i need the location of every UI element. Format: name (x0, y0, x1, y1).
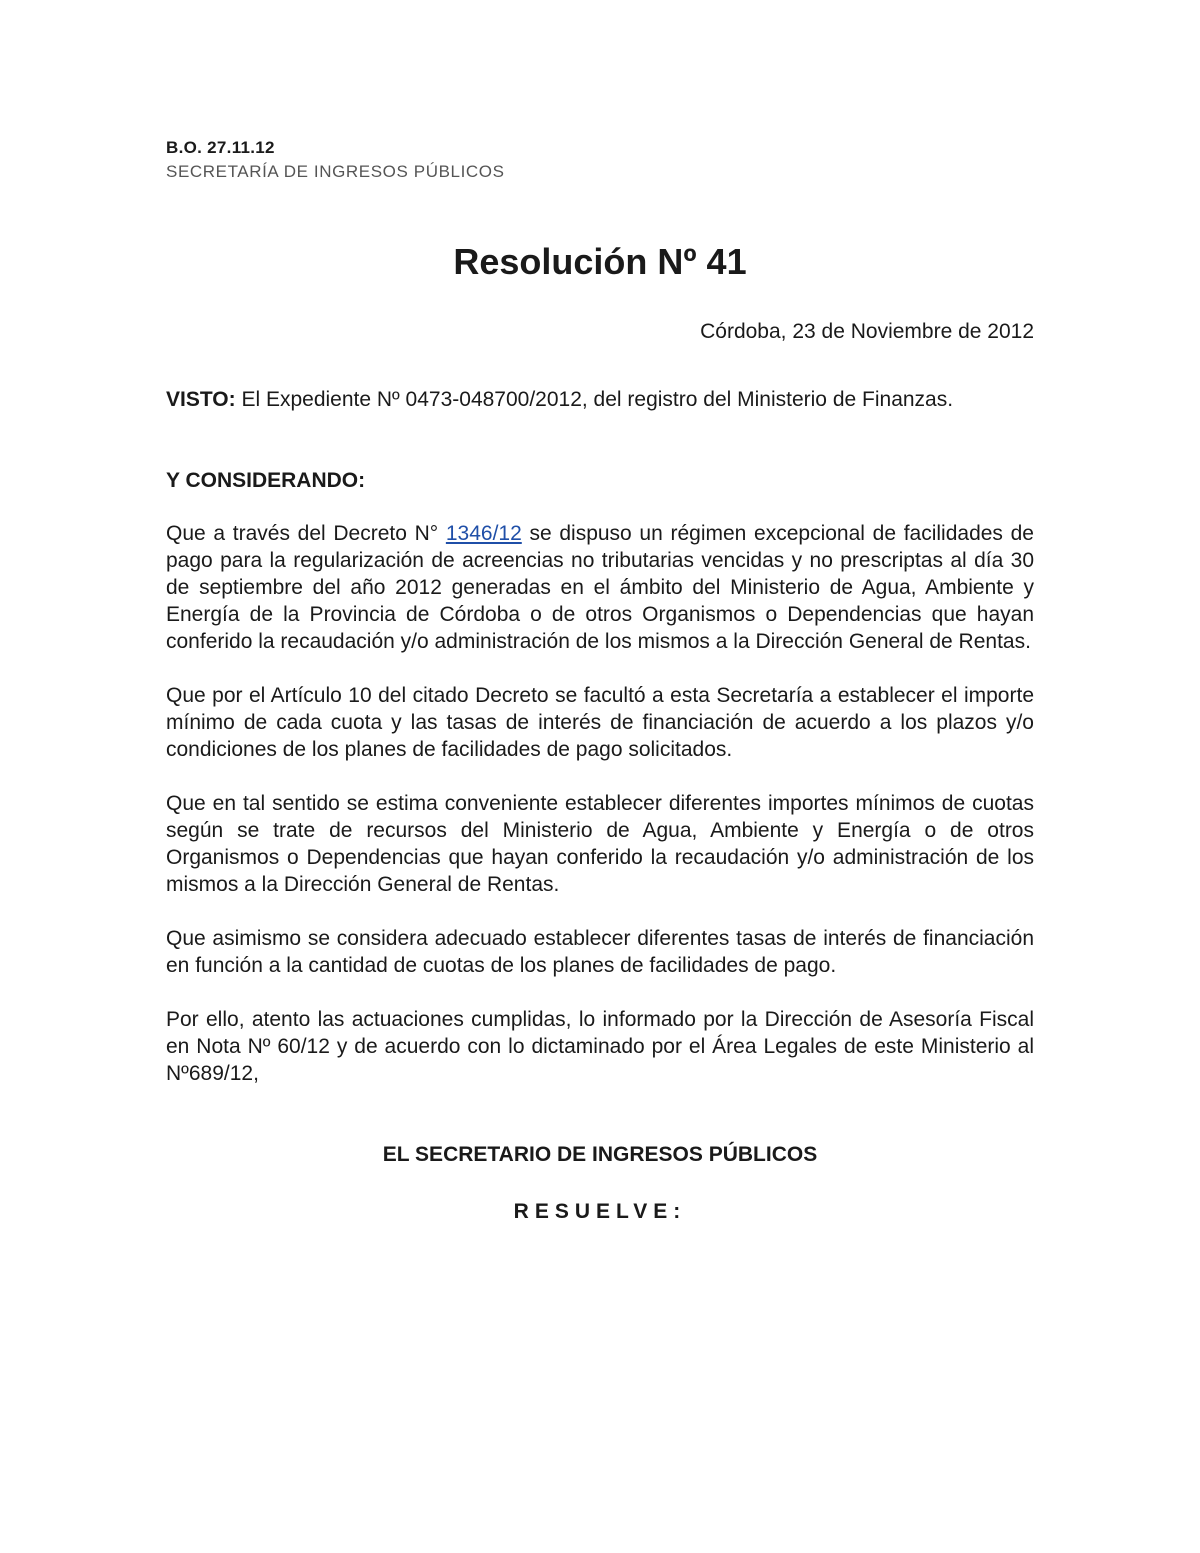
paragraph-1-text-end: se dispuso un régimen excepcional de facilidades de pago para la regularización de acreencias no tributarias vencidas y no prescriptas al día 30 de septiembre del año 2012 generadas en el ámbito del Ministerio de Agua, Ambiente y Energía de la Provincia de Córdoba o de otros Organismos o Dependencias que hayan conferido la recaudación y/o administración de los mismos a la Dirección General de Rentas. (166, 522, 1034, 653)
paragraph-1-text-start: Que a través del Decreto N° (166, 522, 446, 545)
considerando-paragraph-5: Por ello, atento las actuaciones cumplidas, lo informado por la Dirección de Asesoría Fiscal en Nota Nº 60/12 y de acuerdo con lo dictaminado por el Área Legales de este Ministerio al Nº689/12, (166, 1008, 1034, 1085)
visto-label: VISTO: (166, 388, 236, 411)
resolution-title: Resolución Nº 41 (453, 241, 747, 282)
considerando-paragraph-3: Que en tal sentido se estima conveniente establecer diferentes importes mínimos de cuotas según se trate de recursos del Ministerio de Agua, Ambiente y Energía o de otros Organismos o Dependencias que hayan conferido la recaudación y/o administración de los mismos a la Dirección General de Rentas. (166, 792, 1034, 896)
considerando-paragraph-4: Que asimismo se considera adecuado establecer diferentes tasas de interés de financiación en función a la cantidad de cuotas de los planes de facilidades de pago. (166, 927, 1034, 977)
considerando-paragraph-1 (166, 520, 1034, 655)
visto-text: El Expediente Nº 0473-048700/2012, del registro del Ministerio de Finanzas. (235, 388, 954, 411)
boletin-oficial-date: B.O. 27.11.12 (166, 138, 275, 157)
considerando-paragraph-2: Que por el Artículo 10 del citado Decreto se facultó a esta Secretaría a establecer el importe mínimo de cada cuota y las tasas de interés de financiación de acuerdo a los plazos y/o condiciones de los planes de facilidades de pago solicitados. (166, 684, 1034, 761)
place-and-date: Córdoba, 23 de Noviembre de 2012 (700, 320, 1034, 343)
decreto-link[interactable]: 1346/12 (445, 522, 522, 545)
visto-paragraph (166, 386, 1034, 413)
secretario-heading: EL SECRETARIO DE INGRESOS PÚBLICOS (382, 1143, 818, 1166)
resuelve-heading: RESUELVE: (513, 1200, 687, 1223)
issuing-agency: SECRETARÍA DE INGRESOS PÚBLICOS (166, 162, 505, 181)
document-page (166, 136, 1034, 1225)
considerando-heading: Y CONSIDERANDO: (166, 469, 366, 492)
